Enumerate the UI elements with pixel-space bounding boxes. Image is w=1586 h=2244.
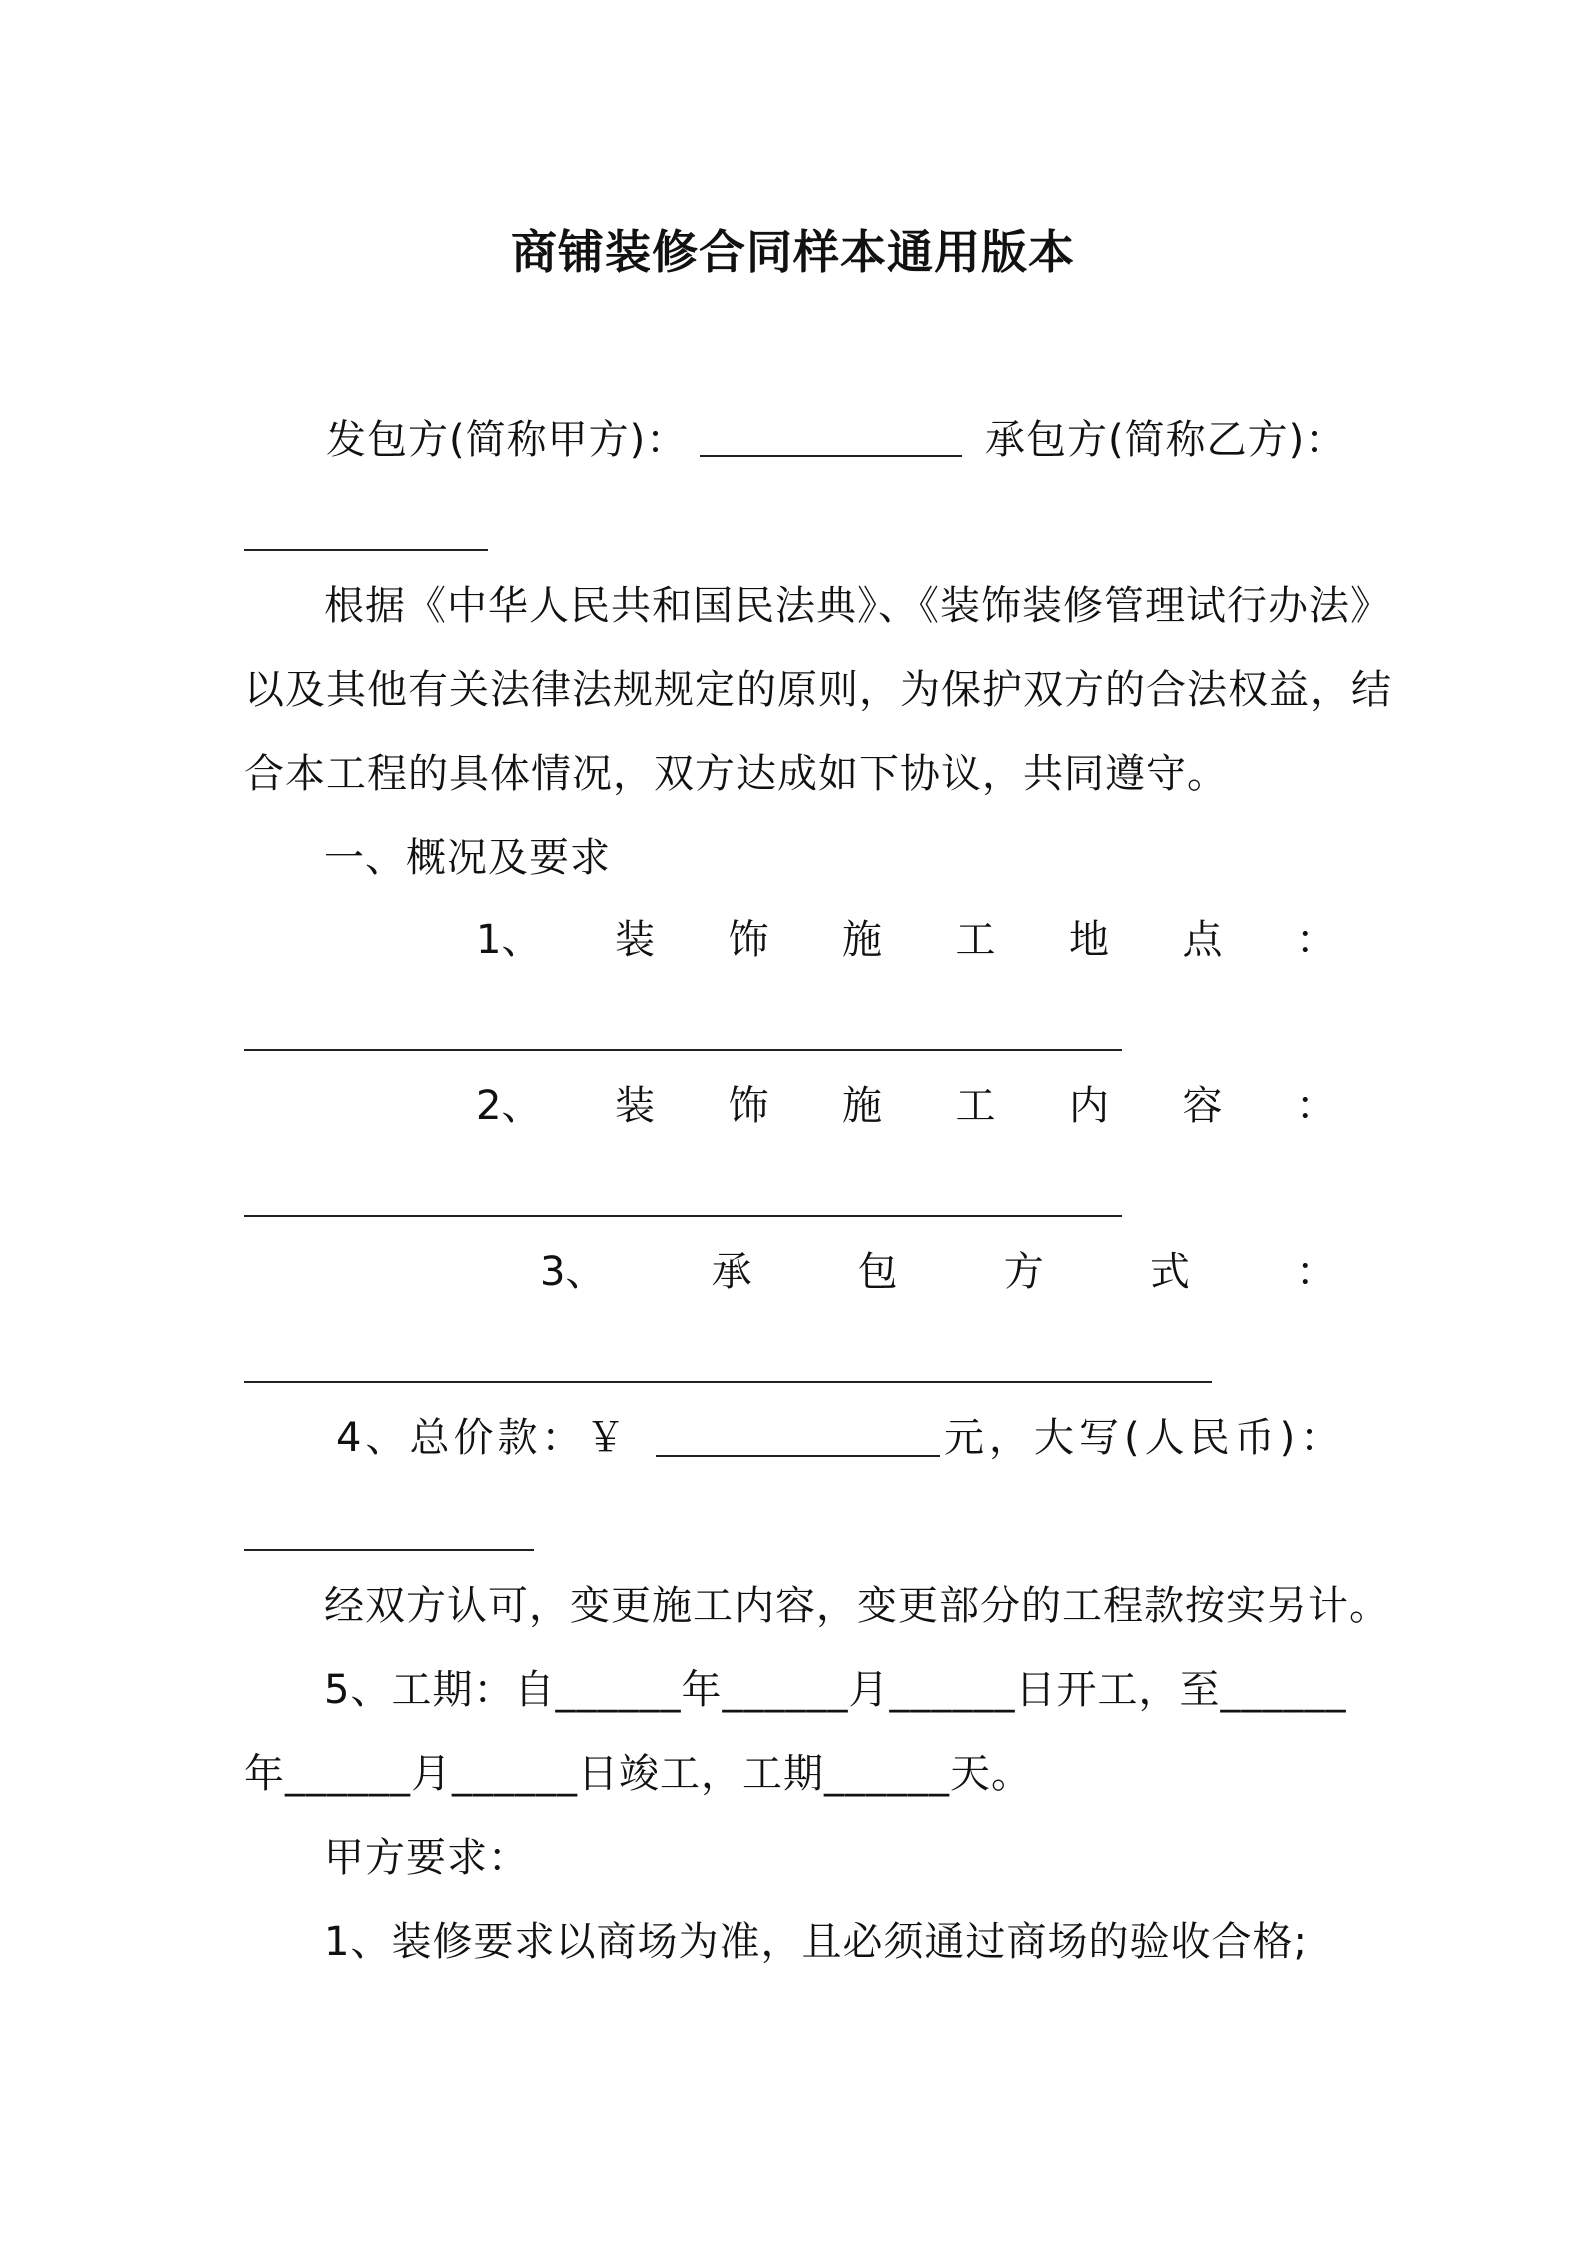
item-3-colon: ： (1296, 1249, 1336, 1295)
item-1-char: 饰 (728, 917, 769, 963)
intro-line-3: 合本工程的具体情况，双方达成如下协议，共同遵守。 (244, 751, 1228, 797)
party-a-blank (700, 455, 962, 457)
item-3-row (540, 1244, 1336, 1300)
item-2-char: 容 (1182, 1083, 1223, 1129)
item-5-line-2: 年______月______日竣工，工期______天。 (244, 1751, 1032, 1797)
item-1-row (476, 912, 1336, 968)
item-5-line-1: 5、工期：自______年______月______日开工，至______ (324, 1667, 1347, 1713)
party-b-blank (244, 549, 488, 551)
item-2-blank (244, 1215, 1122, 1217)
document-title: 商铺装修合同样本通用版本 (511, 225, 1075, 279)
item-3-char: 包 (857, 1249, 898, 1295)
item-1-number: 1、 (476, 917, 542, 963)
item-4-rmb-label: 元，大写(人民币)： (944, 1415, 1346, 1461)
party-a-label: 发包方(简称甲方)： (326, 417, 688, 463)
item-1-blank (244, 1049, 1122, 1051)
item-3-number: 3、 (540, 1249, 606, 1295)
item-1-colon: ： (1295, 917, 1336, 963)
item-4-prefix: 4、总价款：￥ (336, 1415, 630, 1461)
item-1-char: 施 (841, 917, 882, 963)
item-2-colon: ： (1295, 1083, 1336, 1129)
item-2-char: 施 (841, 1083, 882, 1129)
item-3-char: 式 (1149, 1249, 1190, 1295)
item-2-char: 工 (955, 1083, 996, 1129)
party-a-requirements-heading: 甲方要求： (324, 1835, 529, 1881)
item-4-rmb-blank (244, 1549, 534, 1551)
party-b-label: 承包方(简称乙方)： (985, 417, 1347, 463)
item-1-char: 地 (1068, 917, 1109, 963)
requirement-1: 1、装修要求以商场为准，且必须通过商场的验收合格; (324, 1919, 1308, 1965)
item-1-char: 点 (1182, 917, 1223, 963)
item-2-row (476, 1078, 1336, 1134)
section-1-heading: 一、概况及要求 (324, 835, 611, 881)
item-2-char: 内 (1068, 1083, 1109, 1129)
item-3-char: 承 (711, 1249, 752, 1295)
item-3-blank (244, 1381, 1212, 1383)
intro-line-1: 根据《中华人民共和国民法典》、《装饰装修管理试行办法》 (324, 583, 1391, 629)
item-2-number: 2、 (476, 1083, 542, 1129)
item-1-char: 装 (614, 917, 655, 963)
change-note: 经双方认可，变更施工内容，变更部分的工程款按实另计。 (324, 1583, 1390, 1629)
intro-line-2: 以及其他有关法律法规规定的原则，为保护双方的合法权益，结 (244, 667, 1392, 713)
item-1-char: 工 (955, 917, 996, 963)
item-2-char: 装 (614, 1083, 655, 1129)
item-2-char: 饰 (728, 1083, 769, 1129)
item-4-price-blank (656, 1455, 940, 1457)
item-3-char: 方 (1003, 1249, 1044, 1295)
